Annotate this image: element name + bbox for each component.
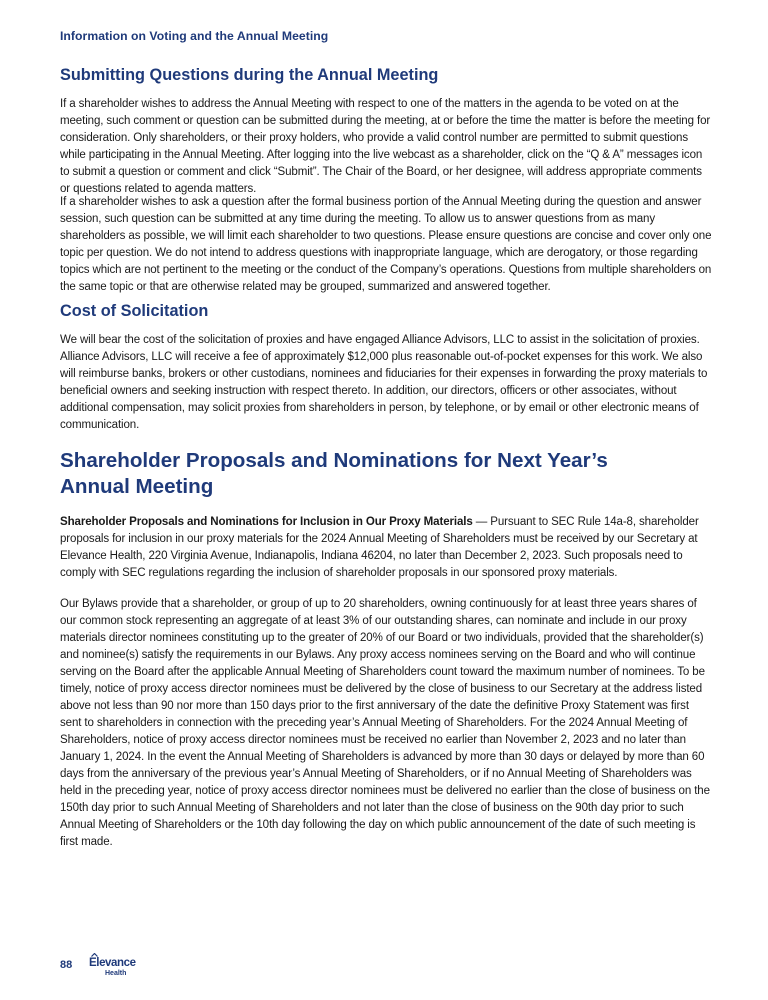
paragraph-bylaws-proxy-access: Our Bylaws provide that a shareholder, or group of up to 20 shareholders, owning continuously for at least three years shares of our common stock representing an aggregate of at least 3% of our outstanding shares, can nominate and include in our proxy materials director nominees constituting up to the greater of 20% of our Board or two individuals, provided that the shareholder(s) and nominee(s) satisfy the requirements in our Bylaws. Any proxy access nominees serving on the Board and who will continue serving on the Board after the applicable Annual Meeting of Shareholders count toward the maximum number of nominees. To be timely, notice of proxy access director nominees must be delivered by the close of business to our Secretary at the address listed above not less than 90 nor more than 150 days prior to the first anniversary of the date the definitive Proxy Statement was first sent to shareholders in connection with the preceding year’s Annual Meeting of Shareholders. For the 2024 Annual Meeting of Shareholders, notice of proxy access director nominees must be received no earlier than November 2, 2023 and no later than January 1, 2024. In the event the Annual Meeting of Shareholders is advanced by more than 30 days or delayed by more than 60 days from the anniversary of the previous year’s Annual Meeting of Shareholders, or if no Annual Meeting of Shareholders was held in the preceding year, notice of proxy access director nominees must be delivered no earlier than the close of business on the 150th day prior to such Annual Meeting of Shareholders and not later than the close of business on the 90th day prior to such Annual Meeting of Shareholders or the 10th day following the day on which public announcement of the date of such meeting is first made. [60,598,710,848]
running-header: Information on Voting and the Annual Meeting [60,29,329,43]
elevance-health-logo [88,953,138,979]
page-number: 88 [60,959,73,971]
paragraph-proposals-inclusion [60,514,712,582]
title-line-2: Annual Meeting [60,475,214,498]
paragraph-cost-of-solicitation: We will bear the cost of the solicitation of proxies and have engaged Alliance Advisors, LLC to assist in the solicitation of proxies. Alliance Advisors, LLC will receive a fee of approximately $12,000 plus reasonable out-of-pocket expenses for this work. We also will reimburse banks, brokers or other custodians, nominees and fiduciaries for their expenses in forwarding the proxy materials to beneficial owners and seeking instruction with respect thereto. In addition, our directors, officers or other associates, without additional compensation, may solicit proxies from shareholders in person, by telephone, or by email or other electronic means of communication. [60,334,708,431]
lead-in-text: — Pursuant to SEC Rule 14a-8, shareholder proposals for inclusion in our proxy materials for the 2024 Annual Meeting of Shareholders must be received by our Secretary at Elevance Health, 220 Virginia Avenue, Indianapolis, Indiana 46204, no later than December 2, 2023. Such proposals need to comply with SEC regulations regarding the inclusion of shareholder proposals in our sponsored proxy materials. [60,516,699,579]
section-title-cost-of-solicitation: Cost of Solicitation [60,302,209,320]
logo-wordmark: Elevance [89,957,136,969]
title-line-1: Shareholder Proposals and Nominations for Next Year’s [60,449,608,472]
paragraph-submitting-questions-2: If a shareholder wishes to ask a question after the formal business portion of the Annual Meeting during the question and answer session, such question can be submitted at any time during the meeting. To allow us to answer questions from as many shareholders as possible, we will limit each shareholder to two questions. Please ensure questions are concise and cover only one topic per question. We do not intend to address questions with inappropriate language, which are derogatory, or those regarding topics which are not pertinent to the meeting or the conduct of the Company’s operations. Questions from multiple shareholders on the same topic or that are otherwise related may be grouped, summarized and answered together. [60,196,712,293]
section-title-submitting-questions: Submitting Questions during the Annual Meeting [60,66,439,84]
logo-subtext: Health [105,970,127,977]
paragraph-submitting-questions-1: If a shareholder wishes to address the Annual Meeting with respect to one of the matters in the agenda to be voted on at the meeting, such comment or question can be submitted during the meeting, at or before the time the matter is before the meeting for consideration. Only shareholders, or their proxy holders, who provide a valid control number are permitted to submit questions while participating in the Annual Meeting. After logging into the live webcast as a shareholder, click on the “Q & A” messages icon to submit a question or comment and click “Submit”. The Chair of the Board, or her designee, will address appropriate comments or questions related to agenda matters. [60,98,711,195]
page-footer [60,953,138,979]
lead-in-bold: Shareholder Proposals and Nominations for Inclusion in Our Proxy Materials [60,516,473,528]
section-title-shareholder-proposals [60,448,660,500]
